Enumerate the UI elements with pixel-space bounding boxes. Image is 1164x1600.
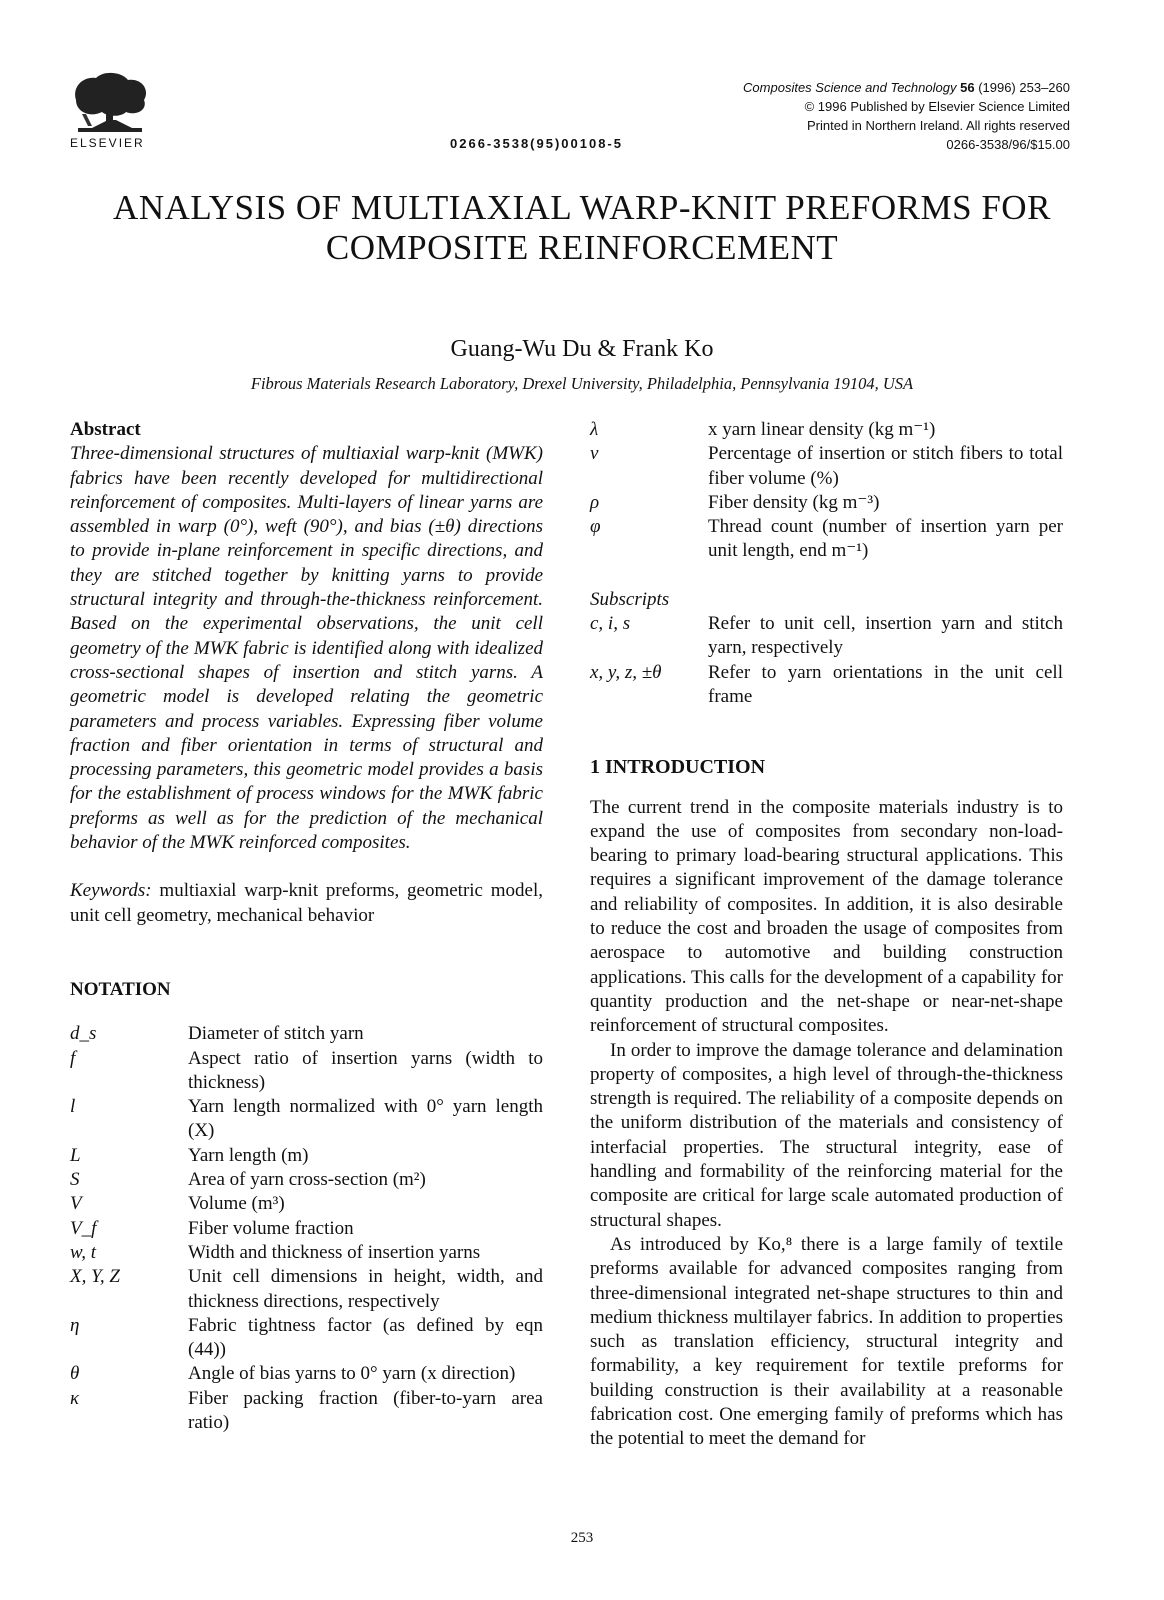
notation-description: Yarn length (m) [188,1144,309,1166]
notation-description: Angle of bias yarns to 0° yarn (x direction) [188,1363,516,1385]
abstract-text: Three-dimensional structures of multiaxial warp-knit (MWK) fabrics have been recently developed for multidirectional reinforcement of composites. Multi-layers of linear yarns are assembled in warp (0°), weft (90°), and bias (±θ) directions to provide in-plane reinforcement in specific directions, and they are stitched together by knitting yarns to provide structural integrity and through-the-thickness reinforcement. Based on the experimental observations, the unit cell geometry of the MWK fabric is identified along with idealized cross-sectional shapes of insertion and stitch yarns. A geometric model is developed relating the geometric parameters and process variables. Expressing fiber volume fraction and fiber orientation in terms of structural and processing parameters, this geometric model provides a basis for the establishment of process windows for the MWK fabric preforms as well as for the prediction of the mechanical behavior of the MWK reinforced composites. [70,443,543,854]
notation-list-continued [590,418,1063,564]
notation-description: Percentage of insertion or stitch fibers to total fiber volume (%) [708,443,1063,489]
notation-description: Fiber density (kg m⁻³) [708,491,880,513]
journal-citation [650,78,1070,97]
notation-symbol: x, y, z, ±θ [590,661,662,683]
notation-description: Fabric tightness factor (as defined by eqn (44)) [188,1314,543,1361]
subscripts-list [590,612,1063,709]
notation-row [590,661,1063,710]
copyright-line: © 1996 Published by Elsevier Science Limited [804,99,1070,114]
notation-row [70,1217,543,1241]
notation-row [70,1168,543,1192]
subscripts-heading: Subscripts [590,588,670,610]
notation-symbol: θ [70,1363,80,1385]
right-column [590,418,1063,1452]
notation-row [70,1241,543,1265]
notation-row [70,1265,543,1314]
publisher-name: ELSEVIER [70,136,145,150]
notation-row [590,442,1063,491]
notation-symbol: X, Y, Z [70,1266,120,1288]
printed-line: Printed in Northern Ireland. All rights reserved [806,118,1070,133]
notation-description: Yarn length normalized with 0° yarn length (X) [188,1096,543,1142]
notation-row [70,1314,543,1363]
journal-info [650,78,1070,154]
notation-symbol: d_s [70,1023,97,1045]
title-line-1: ANALYSIS OF MULTIAXIAL WARP-KNIT PREFORMS FOR [113,188,1051,227]
notation-description: Aspect ratio of insertion yarns (width to thickness) [188,1047,543,1093]
notation-description: Volume (m³) [188,1193,285,1215]
notation-symbol: w, t [70,1241,97,1263]
issn-line: 0266-3538/96/$15.00 [946,137,1070,152]
notation-symbol: L [70,1144,81,1166]
notation-row [70,1387,543,1436]
title-line-2: COMPOSITE REINFORCEMENT [325,228,839,267]
notation-row [70,1144,543,1168]
notation-symbol: l [70,1096,76,1118]
notation-row [70,1022,543,1046]
affiliation: Fibrous Materials Research Laboratory, Drexel University, Philadelphia, Pennsylvania 19104, USA [250,374,914,393]
keywords-text: multiaxial warp-knit preforms, geometric model, unit cell geometry, mechanical behavior [70,880,544,926]
notation-description: Fiber volume fraction [188,1217,354,1239]
left-column [70,418,543,1435]
notation-row [590,418,1063,442]
intro-paragraph-1: The current trend in the composite materials industry is to expand the use of composites from secondary non-load-bearing to primary load-bearing structural applications. This requires a significant improvement of the damage tolerance and reliability of composites. In addition, it is also desirable to reduce the cost and broaden the usage of composites from aerospace to automotive and building construction applications. This calls for the development of a capability for quantity production and the net-shape or near-net-shape reinforcement of structural composites. [590,796,1063,1037]
page-number: 253 [570,1530,594,1546]
notation-symbol: V [70,1193,82,1215]
notation-description: Width and thickness of insertion yarns [188,1241,481,1263]
notation-list [70,1022,543,1435]
doi-code: 0266-3538(95)00108-5 [450,136,623,151]
author-names: Guang-Wu Du & Frank Ko [450,336,714,362]
notation-symbol: κ [70,1387,80,1409]
notation-row [70,1362,543,1386]
notation-heading: NOTATION [70,978,171,1000]
elsevier-tree-logo [68,70,152,136]
journal-year-pages: (1996) 253–260 [978,80,1070,95]
notation-description: Area of yarn cross-section (m²) [188,1169,426,1191]
notation-symbol: ρ [590,491,600,513]
abstract-heading: Abstract [70,419,141,440]
journal-volume: 56 [960,80,975,95]
notation-symbol: η [70,1314,80,1336]
notation-row [70,1047,543,1096]
intro-paragraph-2: In order to improve the damage tolerance and delamination property of composites, a high level of through-the-thickness strength is required. The reliability of a composite depends on the uniform distribution of the materials and consistency of interfacial properties. The structural integrity, ease of handling and formability of the reinforcing material for the composite are critical for large scale automated production of structural shapes. [590,1039,1063,1231]
journal-name: Composites Science and Technology [743,80,957,95]
notation-symbol: V_f [70,1217,97,1239]
intro-paragraph-3: As introduced by Ko,⁸ there is a large family of textile preforms available for advanced composites ranging from three-dimensional integrated net-shape structures to thin and medium thickness multilayer fabrics. In addition to properties such as translation efficiency, structural integrity and formability, a key requirement for textile preforms for building construction is their availability at a reasonable fabrication cost. One emerging family of preforms which has the potential to meet the demand for [590,1233,1063,1450]
notation-symbol: f [70,1047,76,1069]
notation-symbol: S [70,1169,80,1191]
keywords-label: Keywords: [70,880,152,902]
notation-row [70,1192,543,1216]
authors [0,336,1164,363]
notation-description: Unit cell dimensions in height, width, and thickness directions, respectively [188,1266,543,1312]
keywords [70,879,543,928]
notation-symbol: φ [590,516,601,538]
notation-row [590,515,1063,564]
notation-description: x yarn linear density (kg m⁻¹) [708,419,936,440]
notation-row [590,612,1063,661]
notation-symbol: c, i, s [590,613,631,635]
notation-symbol: ν [590,443,599,465]
notation-row [70,1095,543,1144]
notation-description: Thread count (number of insertion yarn per unit length, end m⁻¹) [708,516,1063,562]
notation-description: Refer to yarn orientations in the unit cell frame [708,661,1063,707]
notation-description: Diameter of stitch yarn [188,1023,364,1045]
notation-description: Refer to unit cell, insertion yarn and stitch yarn, respectively [708,613,1063,659]
introduction-heading: 1 INTRODUCTION [590,756,766,779]
notation-description: Fiber packing fraction (fiber-to-yarn area ratio) [188,1387,543,1433]
notation-row [590,491,1063,515]
paper-title [40,188,1124,268]
notation-symbol: λ [590,419,599,440]
